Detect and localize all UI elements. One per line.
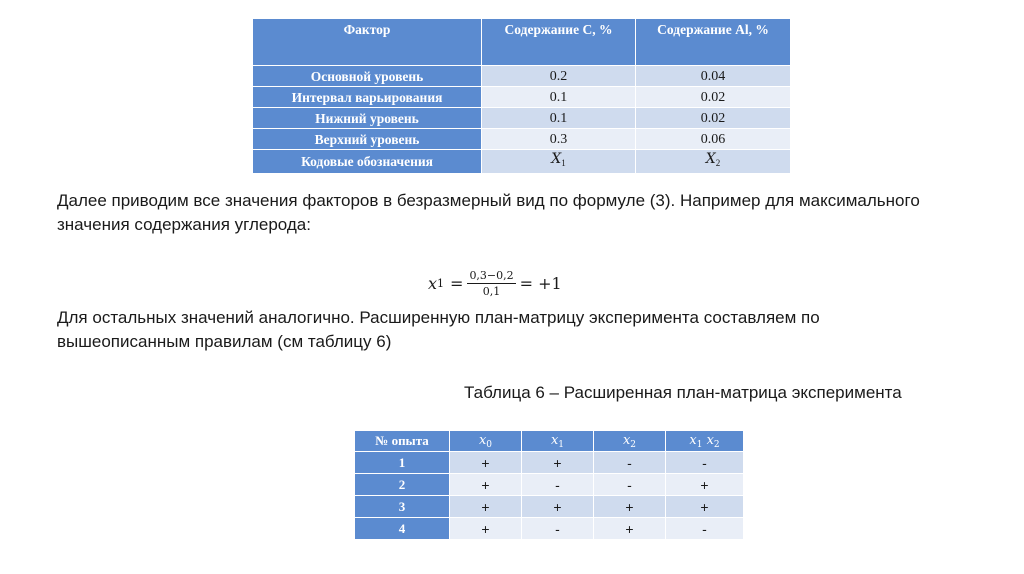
table-row (355, 474, 744, 496)
paragraph-rest: Для остальных значений аналогично. Расширенную план-матрицу эксперимента составляем по вышеописанным правилам (см таблицу 6) (57, 308, 820, 351)
cell-x2: + (594, 496, 666, 518)
var-sub: 2 (713, 439, 720, 450)
factor-table (252, 18, 791, 174)
carbon-value: 0.2 (482, 66, 636, 87)
carbon-code (482, 150, 636, 174)
code-var: X (551, 151, 562, 167)
table-caption: Таблица 6 – Расширенная план-матрица эксперимента (464, 383, 902, 402)
cell-x0: + (450, 518, 522, 540)
cell-x2: - (594, 452, 666, 474)
table-row (253, 87, 791, 108)
cell-x1x2: + (666, 474, 744, 496)
aluminum-value: 0.06 (636, 129, 791, 150)
cell-x1x2: - (666, 452, 744, 474)
cell-x1: - (522, 474, 594, 496)
row-label: Нижний уровень (253, 108, 482, 129)
table-row (253, 150, 791, 174)
plan-matrix-table (354, 430, 744, 540)
carbon-value: 0.1 (482, 87, 636, 108)
row-label: Интервал варьирования (253, 87, 482, 108)
carbon-value: 0.1 (482, 108, 636, 129)
cell-x1: + (522, 452, 594, 474)
var: x (689, 432, 697, 448)
table-row (253, 129, 791, 150)
var-sub: 0 (486, 439, 493, 450)
cell-x0: + (450, 496, 522, 518)
aluminum-code (636, 150, 791, 174)
aluminum-value: 0.02 (636, 108, 791, 129)
var: x (622, 432, 631, 448)
factor-table-header (253, 19, 791, 66)
var: x (550, 432, 559, 448)
formula-lhs-sub: 1 (437, 276, 445, 290)
formula-fraction (467, 269, 515, 298)
table-row (253, 108, 791, 129)
cell-x2: - (594, 474, 666, 496)
row-label: Верхний уровень (253, 129, 482, 150)
header-x1 (522, 431, 594, 452)
var-sub: 2 (630, 439, 637, 450)
cell-x1: - (522, 518, 594, 540)
header-x0 (450, 431, 522, 452)
var-sub: 1 (696, 439, 703, 450)
aluminum-value: 0.02 (636, 87, 791, 108)
formula-numerator: 0,3−0,2 (469, 268, 514, 282)
header-run-number: № опыта (355, 431, 450, 452)
table-row (355, 452, 744, 474)
table-row (253, 66, 791, 87)
run-number: 1 (355, 452, 450, 474)
row-label: Кодовые обозначения (253, 150, 482, 174)
table-row (355, 496, 744, 518)
cell-x0: + (450, 452, 522, 474)
plan-matrix-header (355, 431, 744, 452)
cell-x1x2: + (666, 496, 744, 518)
header-x2 (594, 431, 666, 452)
formula (428, 260, 562, 306)
formula-eq: = (450, 273, 464, 293)
paragraph-intro: Далее приводим все значения факторов в безразмерный вид по формуле (3). Например для максимального значения содержания углерода: (57, 191, 920, 234)
header-factor: Фактор (253, 19, 482, 66)
cell-x2: + (594, 518, 666, 540)
var-sub: 1 (558, 439, 565, 450)
formula-denominator: 0,1 (482, 284, 501, 298)
header-x1x2 (666, 431, 744, 452)
aluminum-value: 0.04 (636, 66, 791, 87)
formula-rhs: = +1 (519, 273, 562, 293)
run-number: 2 (355, 474, 450, 496)
header-aluminum-text: Содержание Al, % (657, 22, 769, 37)
table-row (355, 518, 744, 540)
cell-x1x2: - (666, 518, 744, 540)
run-number: 3 (355, 496, 450, 518)
code-sub: 1 (561, 158, 566, 168)
run-number: 4 (355, 518, 450, 540)
cell-x0: + (450, 474, 522, 496)
var: x (478, 432, 487, 448)
code-var: X (705, 151, 716, 167)
header-carbon: Содержание С, % (482, 19, 636, 66)
var: x (706, 432, 714, 448)
row-label: Основной уровень (253, 66, 482, 87)
header-aluminum (636, 19, 791, 66)
carbon-value: 0.3 (482, 129, 636, 150)
code-sub: 2 (715, 158, 721, 168)
cell-x1: + (522, 496, 594, 518)
formula-lhs-var: x (428, 273, 438, 293)
